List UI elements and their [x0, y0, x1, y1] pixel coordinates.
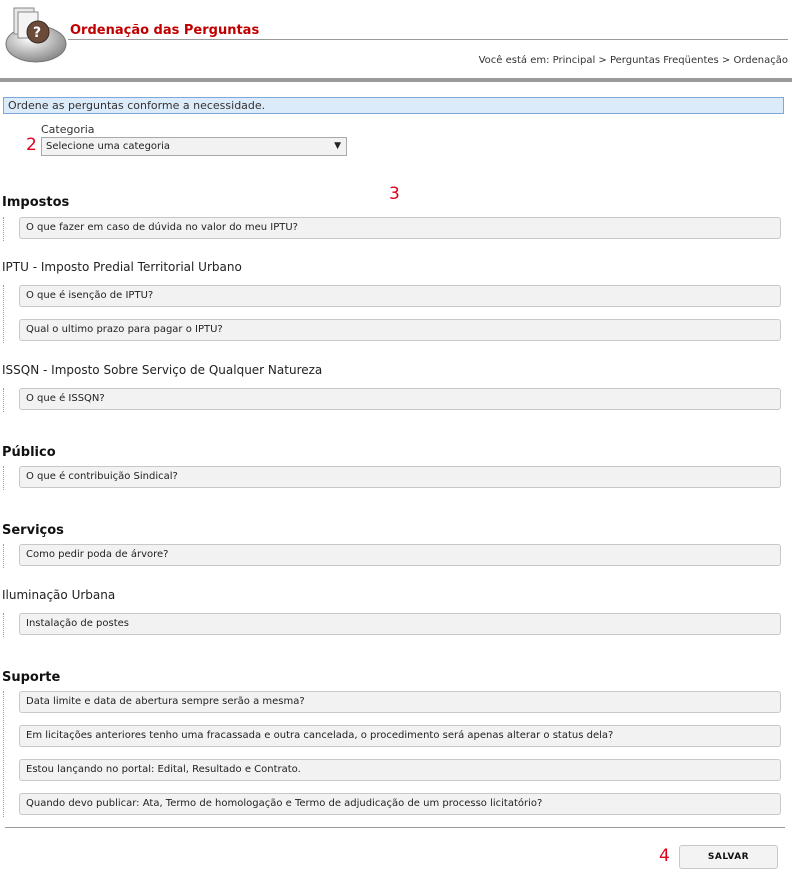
save-button[interactable]: SALVAR [679, 845, 778, 869]
annotation-4: 4 [659, 846, 670, 866]
category-label: Categoria [41, 123, 95, 136]
question-item[interactable]: O que fazer em caso de dúvida no valor do meu IPTU? [19, 217, 781, 239]
question-item[interactable]: O que é contribuição Sindical? [19, 466, 781, 488]
question-item[interactable]: Qual o ultimo prazo para pagar o IPTU? [19, 319, 781, 341]
info-message: Ordene as perguntas conforme a necessidade. [3, 97, 784, 114]
question-item[interactable]: Instalação de postes [19, 613, 781, 635]
question-item[interactable]: O que é ISSQN? [19, 388, 781, 410]
group-divider [3, 466, 4, 490]
annotation-2: 2 [26, 135, 37, 155]
page-title: Ordenação das Perguntas [70, 23, 260, 38]
group-divider [3, 388, 4, 412]
question-item[interactable]: Quando devo publicar: Ata, Termo de homologação e Termo de adjudicação de um processo licitatório? [19, 793, 781, 815]
question-item[interactable]: O que é isenção de IPTU? [19, 285, 781, 307]
question-item[interactable]: Estou lançando no portal: Edital, Resultado e Contrato. [19, 759, 781, 781]
question-item[interactable]: Em licitações anteriores tenho uma fracassada e outra cancelada, o procedimento será apenas alterar o status dela? [19, 725, 781, 747]
group-title-iptu: IPTU - Imposto Predial Territorial Urbano [2, 260, 242, 274]
group-title-suporte: Suporte [2, 670, 61, 685]
svg-text:?: ? [33, 25, 42, 41]
annotation-3: 3 [389, 184, 400, 204]
group-title-impostos: Impostos [2, 195, 70, 210]
question-item[interactable]: Data limite e data de abertura sempre serão a mesma? [19, 691, 781, 713]
category-select-value: Selecione uma categoria [46, 141, 171, 152]
category-select[interactable] [41, 137, 347, 156]
group-divider [3, 285, 4, 343]
title-divider [68, 39, 788, 40]
breadcrumb: Você está em: Principal > Perguntas Freqüentes > Ordenação [478, 55, 788, 66]
header-divider [0, 78, 792, 82]
group-divider [3, 613, 4, 637]
group-title-issqn: ISSQN - Imposto Sobre Serviço de Qualquer Natureza [2, 363, 323, 377]
group-divider [3, 544, 4, 568]
faq-logo-icon [4, 4, 68, 64]
group-title-servicos: Serviços [2, 523, 64, 538]
group-title-iluminacao: Iluminação Urbana [2, 588, 116, 602]
footer-divider [5, 827, 785, 828]
chevron-down-icon: ▼ [334, 141, 341, 151]
group-divider [3, 691, 4, 817]
question-item[interactable]: Como pedir poda de árvore? [19, 544, 781, 566]
group-divider [3, 217, 4, 241]
group-title-publico: Público [2, 445, 56, 460]
